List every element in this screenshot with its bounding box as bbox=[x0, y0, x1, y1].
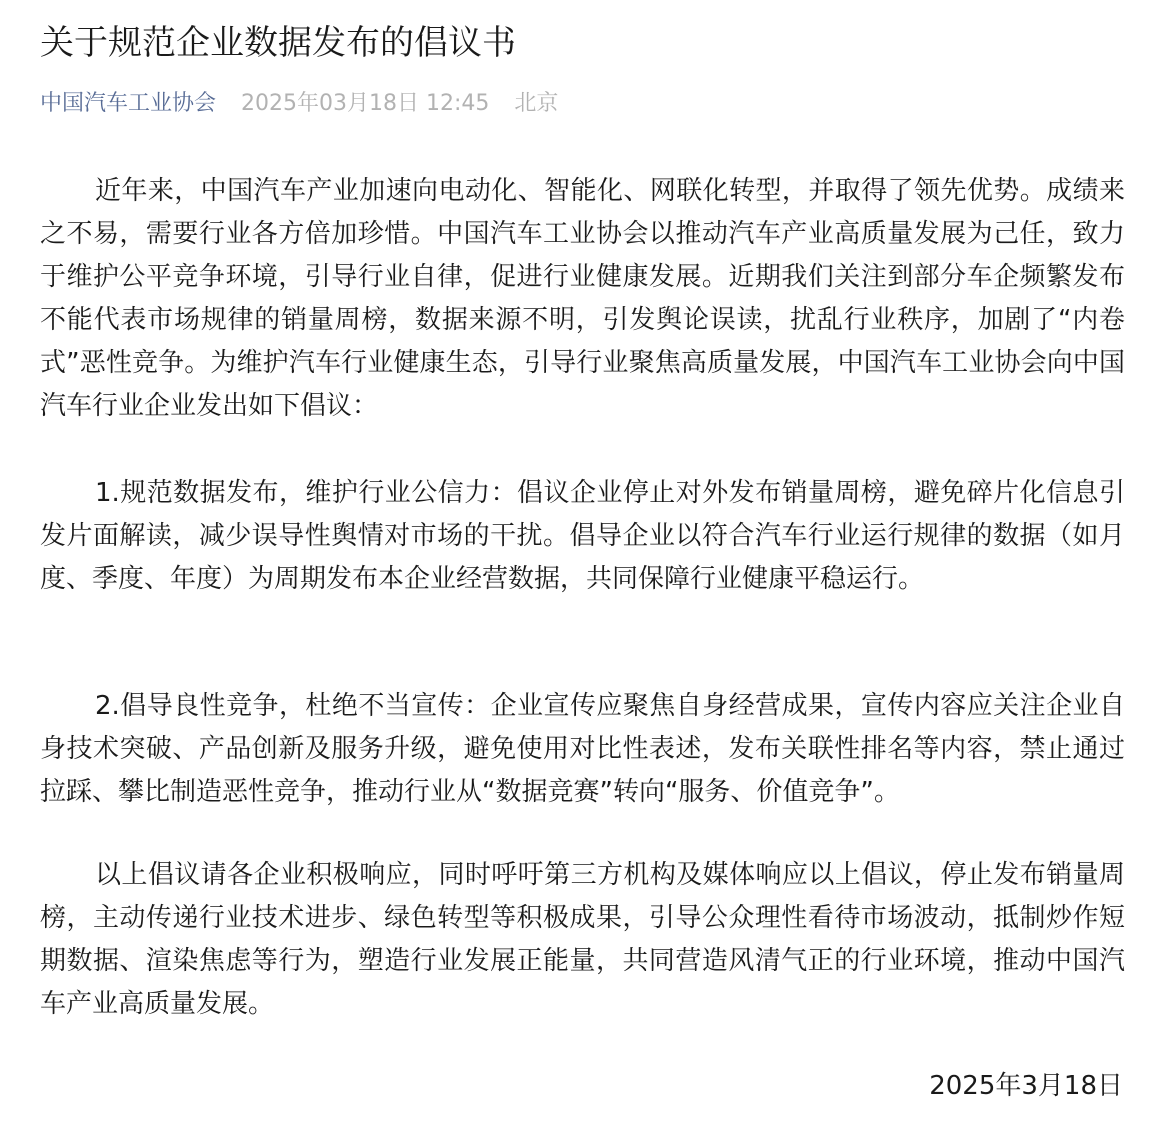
account-name-link[interactable]: 中国汽车工业协会 bbox=[40, 91, 217, 116]
article-meta bbox=[40, 88, 558, 120]
paragraph-item-1: 1.规范数据发布，维护行业公信力：倡议企业停止对外发布销量周榜，避免碎片化信息引发片面解读，减少误导性舆情对市场的干扰。倡导企业以符合汽车行业运行规律的数据（如月度、季度、年度）为周期发布本企业经营数据，共同保障行业健康平稳运行。 bbox=[40, 478, 1125, 594]
paragraph-closing: 以上倡议请各企业积极响应，同时呼吁第三方机构及媒体响应以上倡议，停止发布销量周榜，主动传递行业技术进步、绿色转型等积极成果，引导公众理性看待市场波动，抵制炒作短期数据、渲染焦虑等行为，塑造行业发展正能量，共同营造风清气正的行业环境，推动中国汽车产业高质量发展。 bbox=[40, 860, 1125, 1019]
paragraph-item-2: 2.倡导良性竞争，杜绝不当宣传：企业宣传应聚焦自身经营成果，宣传内容应关注企业自身技术突破、产品创新及服务升级，避免使用对比性表述，发布关联性排名等内容，禁止通过拉踩、攀比制造恶性竞争，推动行业从“数据竞赛”转向“服务、价值竞争”。 bbox=[40, 691, 1125, 807]
article-title: 关于规范企业数据发布的倡议书 bbox=[40, 23, 516, 63]
publish-datetime: 2025年03月18日 12:45 bbox=[241, 91, 490, 116]
paragraph-intro: 近年来，中国汽车产业加速向电动化、智能化、网联化转型，并取得了领先优势。成绩来之不易，需要行业各方倍加珍惜。中国汽车工业协会以推动汽车产业高质量发展为己任，致力于维护公平竞争环境，引导行业自律，促进行业健康发展。近期我们关注到部分车企频繁发布不能代表市场规律的销量周榜，数据来源不明，引发舆论误读，扰乱行业秩序，加剧了“内卷式”恶性竞争。为维护汽车行业健康生态，引导行业聚焦高质量发展，中国汽车工业协会向中国汽车行业企业发出如下倡议： bbox=[40, 176, 1125, 421]
signature-date: 2025年3月18日 bbox=[929, 1071, 1123, 1101]
publish-location: 北京 bbox=[514, 91, 559, 116]
